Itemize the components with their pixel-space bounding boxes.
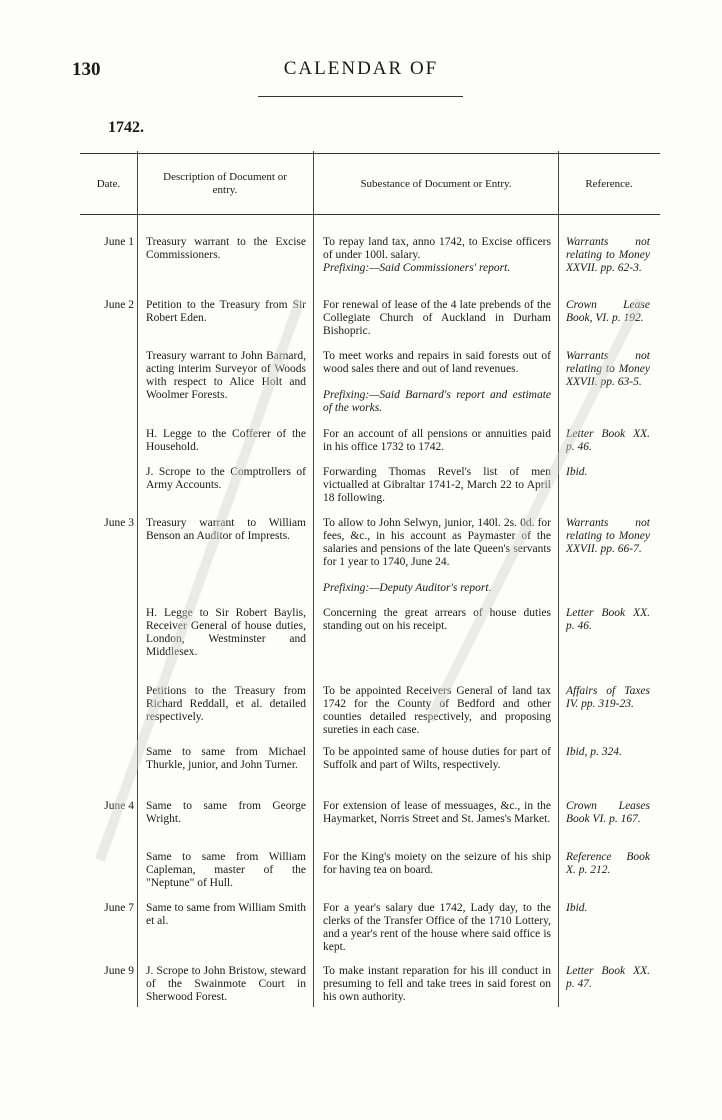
running-title: CALENDAR OF <box>283 58 439 79</box>
row-substance: To meet works and repairs in said forests out of wood sales there and out of land revenues. <box>323 350 551 375</box>
row-date: June 3 <box>104 517 134 529</box>
row-substance: To allow to John Selwyn, junior, 140l. 2s. 0d. for fees, &c., in his account as Paymaster of the salaries and pensions of the late Queen's servants for 1 year to 1740, June 24. <box>323 517 551 568</box>
row-description: Petition to the Treasury from Sir Robert Eden. <box>146 299 306 324</box>
row-description: J. Scrope to John Bristow, steward of the Swainmote Court in Sherwood Forest. <box>146 965 306 1003</box>
row-date: June 1 <box>104 236 134 248</box>
row-substance: For an account of all pensions or annuities paid in his office 1732 to 1742. <box>323 428 551 453</box>
row-reference: Ibid. <box>566 902 588 914</box>
row-substance: For extension of lease of messuages, &c., in the Haymarket, Norris Street and St. James's Market. <box>323 800 551 825</box>
row-reference: Warrants not relating to Money XXVII. pp. 62-3. <box>566 236 650 274</box>
row-description: H. Legge to Sir Robert Baylis, Receiver General of house duties, London, Westminster and Middlesex. <box>146 607 306 658</box>
row-prefix: Prefixing:—Deputy Auditor's report. <box>323 582 492 594</box>
row-reference: Letter Book XX. p. 46. <box>566 428 650 453</box>
row-description: Treasury warrant to the Excise Commissioners. <box>146 236 306 261</box>
column-divider <box>558 151 559 1007</box>
row-prefix: Prefixing:—Said Commissioners' report. <box>323 262 511 274</box>
row-reference: Letter Book XX. p. 47. <box>566 965 650 990</box>
row-description: Treasury warrant to William Benson an Auditor of Imprests. <box>146 517 306 542</box>
row-substance: For a year's salary due 1742, Lady day, to the clerks of the Transfer Office of the 1710 Lottery, and a year's rent of the house where said office is kept. <box>323 902 551 953</box>
row-reference: Warrants not relating to Money XXVII. pp. 63-5. <box>566 350 650 388</box>
row-substance: For the King's moiety on the seizure of his ship for having tea on board. <box>323 851 551 876</box>
row-date: June 9 <box>104 965 134 977</box>
row-description: Same to same from William Capleman, master of the "Neptune" of Hull. <box>146 851 306 889</box>
row-substance: To repay land tax, anno 1742, to Excise officers of under 100l. salary. <box>323 236 551 261</box>
row-description: Petitions to the Treasury from Richard Reddall, et al. detailed respectively. <box>146 685 306 723</box>
row-description: H. Legge to the Cofferer of the Household. <box>146 428 306 453</box>
row-prefix: Prefixing:—Said Barnard's report and estimate of the works. <box>323 389 551 414</box>
header-rule <box>258 96 463 97</box>
row-date: June 4 <box>104 800 134 812</box>
row-reference: Crown Leases Book VI. p. 167. <box>566 800 650 825</box>
column-header-description: Description of Document or entry. <box>163 171 287 196</box>
row-reference: Crown Lease Book, VI. p. 192. <box>566 299 650 324</box>
year-heading: 1742. <box>108 119 144 136</box>
column-header-date: Date. <box>96 177 121 190</box>
column-header-reference: Reference. <box>585 177 633 190</box>
row-substance: Forwarding Thomas Revel's list of men victualled at Gibraltar 1741-2, March 22 to April 18 following. <box>323 466 551 504</box>
column-divider <box>313 151 314 1007</box>
row-description: Same to same from William Smith et al. <box>146 902 306 927</box>
row-reference: Affairs of Taxes IV. pp. 319-23. <box>566 685 650 710</box>
page-number: 130 <box>72 59 101 80</box>
row-substance: To be appointed same of house duties for part of Suffolk and part of Wilts, respectively. <box>323 746 551 771</box>
row-date: June 7 <box>104 902 134 914</box>
row-substance: To make instant reparation for his ill conduct in presuming to fell and take trees in said forest on his own authority. <box>323 965 551 1003</box>
row-description: Same to same from George Wright. <box>146 800 306 825</box>
row-description: Treasury warrant to John Barnard, acting interim Surveyor of Woods with respect to Alice Holt and Woolmer Forests. <box>146 350 306 401</box>
row-reference: Letter Book XX. p. 46. <box>566 607 650 632</box>
row-reference: Ibid, p. 324. <box>566 746 622 758</box>
row-description: Same to same from Michael Thurkle, junior, and John Turner. <box>146 746 306 771</box>
row-description: J. Scrope to the Comptrollers of Army Accounts. <box>146 466 306 491</box>
row-reference: Reference Book X. p. 212. <box>566 851 650 876</box>
row-substance: Concerning the great arrears of house duties standing out on his receipt. <box>323 607 551 632</box>
column-header-substance: Subestance of Document or Entry. <box>360 177 512 190</box>
column-divider <box>137 151 138 1007</box>
row-reference: Warrants not relating to Money XXVII. pp. 66-7. <box>566 517 650 555</box>
table-top-rule <box>80 153 660 154</box>
row-reference: Ibid. <box>566 466 588 478</box>
row-substance: For renewal of lease of the 4 late prebends of the Collegiate Church of Auckland in Durham Bishopric. <box>323 299 551 337</box>
row-date: June 2 <box>104 299 134 311</box>
table-header-rule <box>80 214 660 215</box>
row-substance: To be appointed Receivers General of land tax 1742 for the County of Bedford and other counties detailed respectively, and proposing sureties in each case. <box>323 685 551 736</box>
